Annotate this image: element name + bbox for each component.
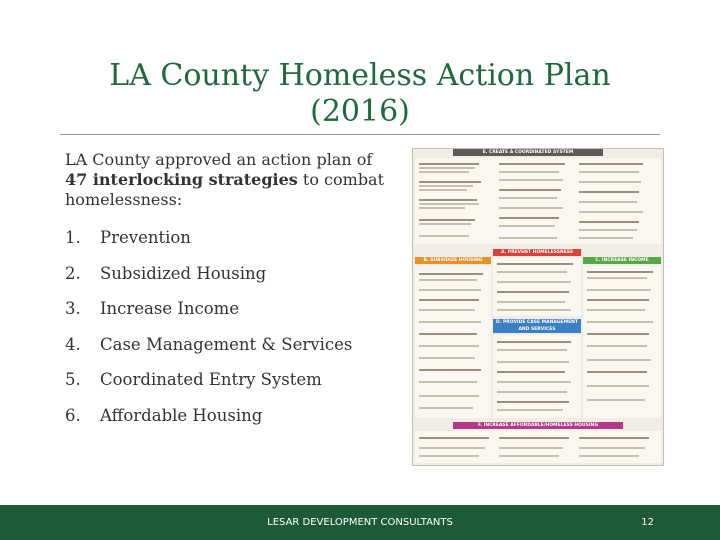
strategy-label: Case Management & Services — [100, 334, 353, 354]
intro-text — [65, 150, 385, 210]
strategy-label: Affordable Housing — [100, 405, 263, 425]
strategy-item — [65, 333, 352, 369]
strategy-number: 5. — [65, 370, 81, 389]
strategy-item — [65, 404, 352, 440]
header-c: C. INCREASE INCOME — [583, 257, 661, 264]
strategy-label: Coordinated Entry System — [100, 370, 322, 389]
strategy-list — [65, 226, 352, 439]
strategy-label: Increase Income — [100, 299, 240, 318]
slide-title: LA County Homeless Action Plan (2016) — [109, 58, 611, 129]
header-d: D. PROVIDE CASE MANAGEMENT AND SERVICES — [493, 319, 581, 333]
strategy-number: 2. — [65, 263, 81, 283]
strategy-chart-thumbnail — [412, 148, 664, 466]
header-e: E. CREATE A COORDINATED SYSTEM — [453, 149, 603, 156]
strategy-item — [65, 226, 352, 262]
header-b: B. SUBSIDIZE HOUSING — [415, 257, 491, 264]
strategy-label: Prevention — [100, 228, 191, 247]
strategy-item — [65, 297, 352, 333]
title-divider — [60, 134, 660, 135]
intro-post: to combat homelessness: — [65, 170, 385, 209]
intro-pre: LA County approved an action plan of — [65, 150, 373, 169]
strategy-item — [65, 262, 352, 298]
strategy-number: 6. — [65, 405, 81, 425]
page-number: 12 — [641, 517, 654, 528]
section-d — [493, 335, 581, 418]
strategy-item — [65, 368, 352, 404]
footer-org: LESAR DEVELOPMENT CONSULTANTS — [267, 517, 453, 528]
strategy-number: 4. — [65, 334, 81, 354]
strategy-label: Subsidized Housing — [100, 263, 267, 283]
footer-bar — [0, 505, 720, 540]
strategy-number: 3. — [65, 299, 81, 318]
strategy-number: 1. — [65, 228, 81, 247]
section-a — [493, 258, 581, 316]
header-a: A. PREVENT HOMELESSNESS — [493, 249, 581, 256]
header-f: F. INCREASE AFFORDABLE/HOMELESS HOUSING — [453, 422, 623, 429]
intro-bold: 47 interlocking strategies — [65, 170, 298, 189]
